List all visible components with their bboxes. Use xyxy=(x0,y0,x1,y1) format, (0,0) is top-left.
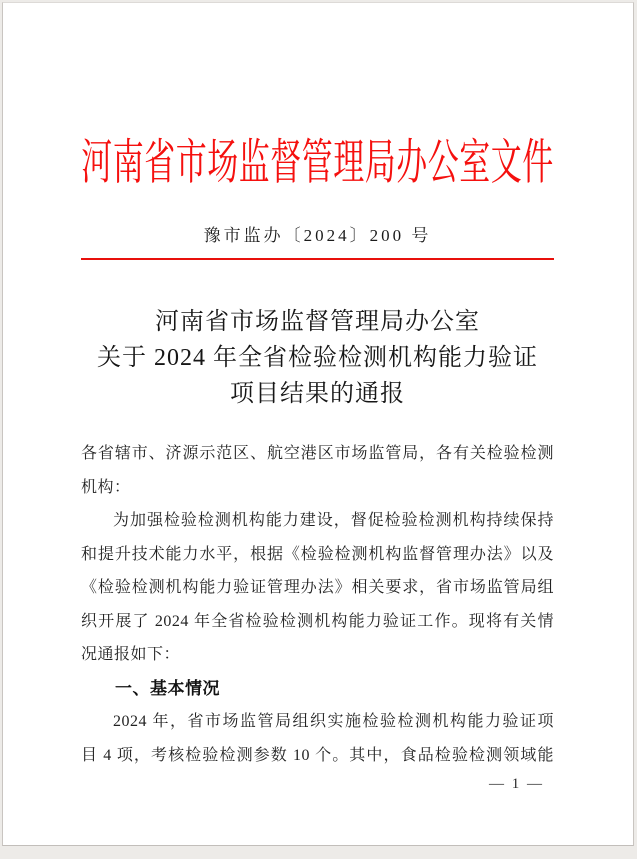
body-line: 和提升技术能力水平，根据《检验检测机构监督管理办法》以及 xyxy=(81,545,554,563)
body-line: 况通报如下： xyxy=(81,646,181,663)
body-line-salutation-end: 机构： xyxy=(81,478,131,496)
body-text xyxy=(81,437,554,772)
doc-title-line-3: 项目结果的通报 xyxy=(230,381,405,407)
banner-title: 河南省市场监督管理局办公室文件 xyxy=(81,134,554,189)
document-page xyxy=(2,2,634,846)
doc-title-line-2: 关于 2024 年全省检验检测机构能力验证 xyxy=(97,345,538,371)
doc-title-line-1: 河南省市场监督管理局办公室 xyxy=(155,309,480,335)
body-line-salutation: 各省辖市、济源示范区、航空港区市场监管局，各有关检验检测 xyxy=(81,445,554,462)
page-number: — 1 — xyxy=(489,776,544,792)
body-line: 织开展了 2024 年全省检验检测机构能力验证工作。现将有关情 xyxy=(81,612,554,630)
section-heading: 一、基本情况 xyxy=(115,678,220,698)
body-line: 目 4 项，考核检验检测参数 10 个。其中，食品检验检测领域能 xyxy=(81,746,554,764)
doc-title xyxy=(81,304,554,412)
page-content xyxy=(81,129,554,794)
body-line: 2024 年，省市场监管局组织实施检验检测机构能力验证项 xyxy=(113,713,554,730)
body-line: 为加强检验检测机构能力建设，督促检验检测机构持续保持 xyxy=(113,512,554,529)
body-line: 《检验检测机构能力验证管理办法》相关要求，省市场监管局组 xyxy=(81,579,554,596)
red-divider-rule xyxy=(81,258,554,260)
official-banner xyxy=(81,129,554,189)
doc-reference-number: 豫市监办〔2024〕200 号 xyxy=(203,226,432,245)
